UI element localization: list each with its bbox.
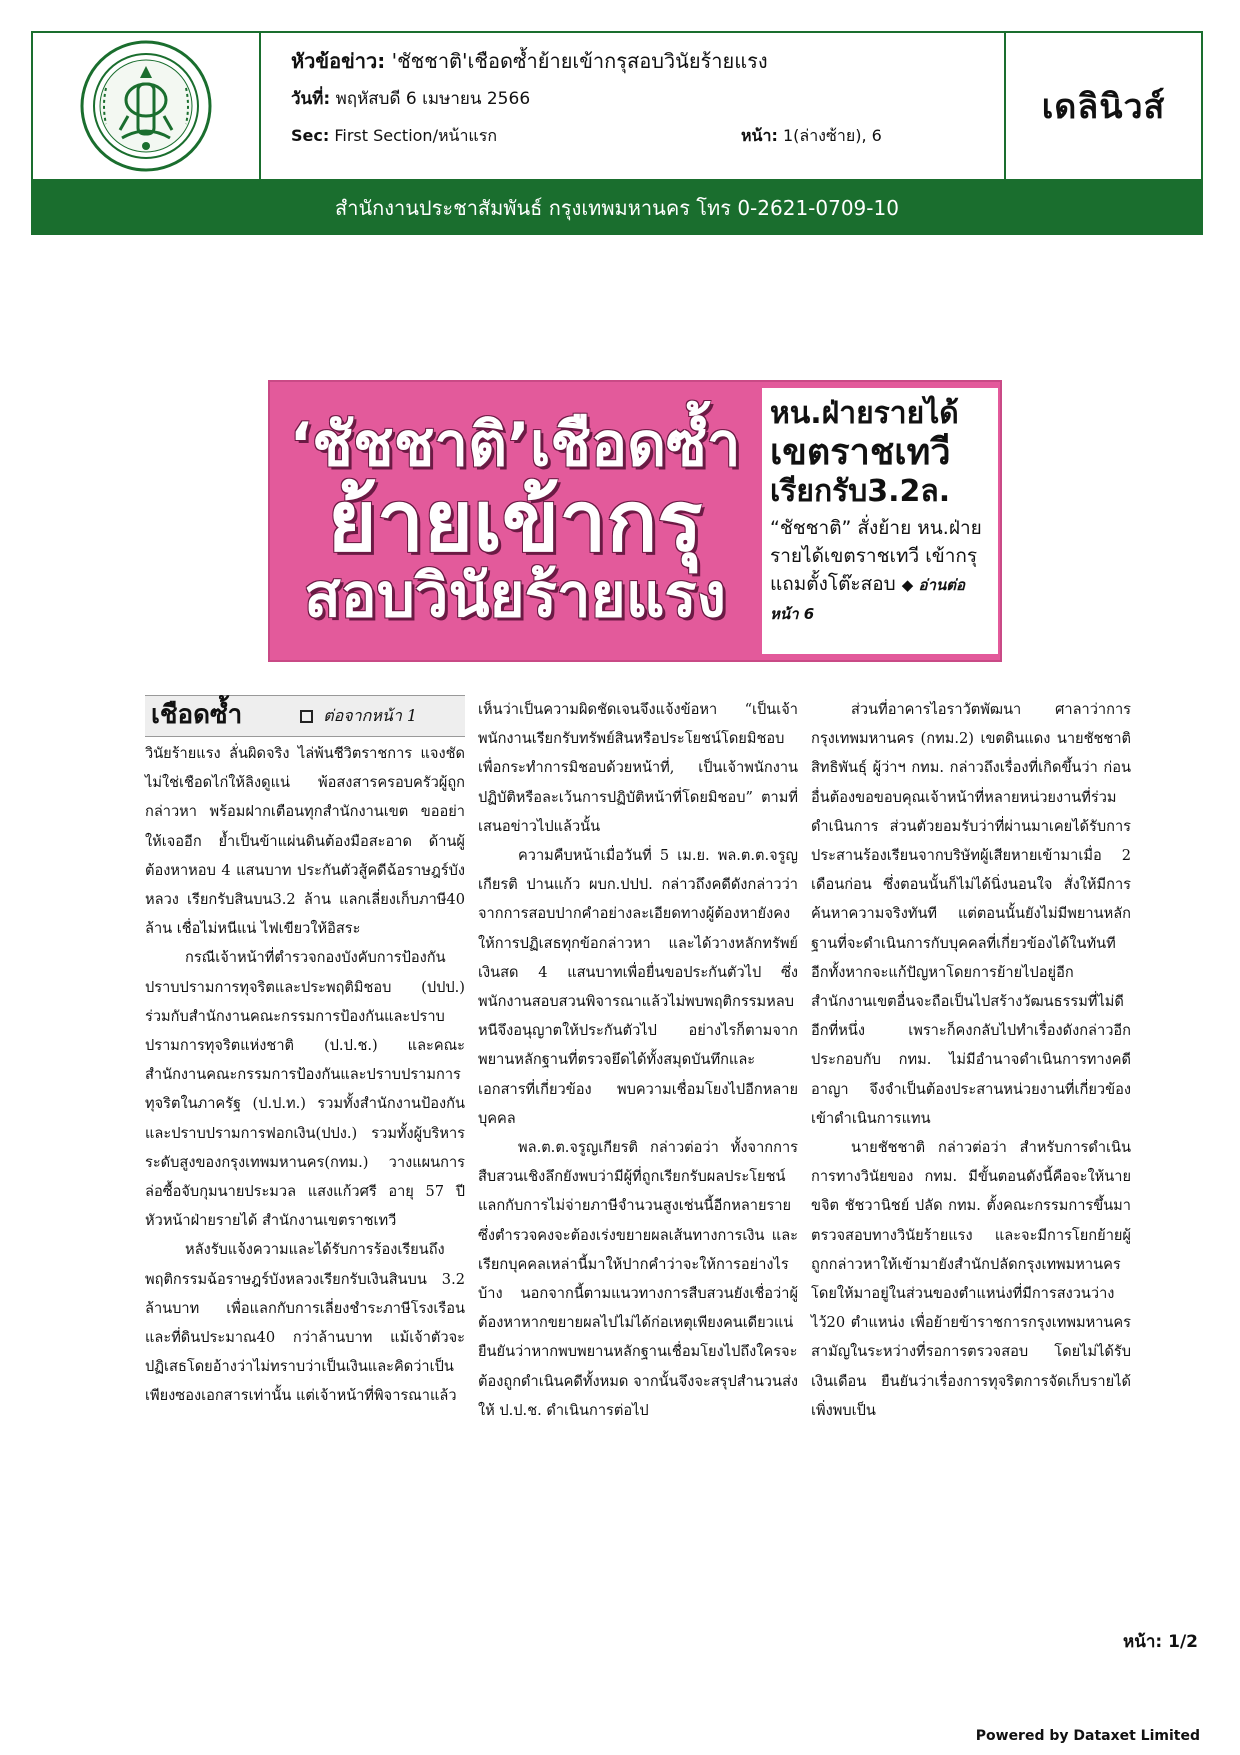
subhead-body-text: “ชัชชาติ” สั่งย้าย หน.ฝ่ายรายได้เขตราชเทวี เข้ากรุ แถมตั้งโต๊ะสอบ xyxy=(770,517,982,595)
section: First Section/หน้าแรก xyxy=(334,126,498,145)
headline-banner xyxy=(268,380,1002,662)
paragraph: พล.ต.ต.จรูญเกียรติ กล่าวต่อว่า ทั้งจากการสืบสวนเชิงลึกยังพบว่ามีผู้ที่ถูกเรียกรับผลประโยชน์แลกกับการไม่จ่ายภาษีจำนวนสูงเช่นนี้อีกหลายราย ซึ่งตำรวจคงจะต้องเร่งขยายผลเส้นทางการเงิน และเรียกบุคคลเหล่านี้มาให้ปากคำว่าจะให้การอย่างไรบ้าง นอกจากนี้ตามแนวทางการสืบสวนยังเชื่อว่าผู้ต้องหาหากขยายผลไปไม่ได้ก่อเหตุเพียงคนเดียวแน่ ยืนยันว่าหากพบพยานหลักฐานเชื่อมโยงไปถึงใครจะต้องถูกดำเนินคดีทั้งหมด จากนั้นจึงจะสรุปสำนวนส่งให้ ป.ป.ช. ดำเนินการต่อไป xyxy=(478,1139,798,1419)
paragraph: กรณีเจ้าหน้าที่ตำรวจกองบังคับการป้องกันปราบปรามการทุจริตและประพฤติมิชอบ (ปปป.) ร่วมกับสำนักงานคณะกรรมการป้องกันและปราบปรามการทุจริตแห่งชาติ (ป.ป.ช.) และคณะสำนักงานคณะกรรมการป้องกันและปราบปรามการทุจริตในภาครัฐ (ป.ป.ท.) รวมทั้งสำนักงานป้องกันและปราบปรามการฟอกเงิน(ปปง.) รวมทั้งผู้บริหารระดับสูงของกรุงเทพมหานคร(กทม.) วางแผนการล่อซื้อจับกุมนายประมวล แสงแก้วศรี อายุ 57 ปี หัวหน้าฝ่ายรายได้ สำนักงานเขตราชเทวี xyxy=(145,949,465,1230)
logo-cell xyxy=(33,33,261,179)
banner-line-1: ‘ชัชชาติ’เชือดซ้ำ xyxy=(289,409,741,480)
brand-cell xyxy=(1006,33,1201,179)
subhead-line-3: เรียกรับ3.2ล. xyxy=(770,474,951,509)
banner-headline xyxy=(270,382,760,660)
clipping-info xyxy=(261,33,1006,179)
square-bullet-icon xyxy=(300,710,313,723)
article-column-1 xyxy=(145,695,465,1411)
section-label: Sec: xyxy=(291,126,330,145)
contact-bar: สำนักงานประชาสัมพันธ์ กรุงเทพมหานคร โทร 0-2621-0709-10 xyxy=(31,181,1203,235)
subhead-body xyxy=(770,514,990,628)
headline-label: หัวข้อข่าว: xyxy=(291,49,386,73)
continuation-header xyxy=(145,695,465,737)
subhead-line-2: เขตราชเทวี xyxy=(770,432,951,473)
paragraph: ความคืบหน้าเมื่อวันที่ 5 เม.ย. พล.ต.ต.จรูญเกียรติ ปานแก้ว ผบก.ปปป. กล่าวถึงคดีดังกล่าวว่า จากการสอบปากคำอย่างละเอียดทางผู้ต้องหายังคงให้การปฏิเสธทุกข้อกล่าวหา และได้วางหลักทรัพย์เงินสด 4 แสนบาทเพื่อยื่นขอประกันตัวไป ซึ่งพนักงานสอบสวนพิจารณาแล้วไม่พบพฤติกรรมหลบหนีจึงอนุญาตให้ประกันตัวไป อย่างไรก็ตามจากพยานหลักฐานที่ตรวจยึดได้ทั้งสมุดบันทึกและเอกสารที่เกี่ยวข้อง พบความเชื่อมโยงไปอีกหลายบุคคล xyxy=(478,847,798,1127)
page-label: หน้า: xyxy=(741,126,778,145)
banner-line-3: สอบวินัยร้ายแรง xyxy=(304,561,726,632)
article-column-3 xyxy=(811,695,1131,1425)
clipping-header xyxy=(31,31,1203,181)
continued-from: ต่อจากหน้า 1 xyxy=(323,706,418,726)
section-row xyxy=(291,125,1004,147)
date-label: วันที่: xyxy=(291,89,331,109)
paragraph: หลังรับแจ้งความและได้รับการร้องเรียนถึงพฤติกรรมฉ้อราษฎร์บังหลวงเรียกรับเงินสินบน 3.2 ล้านบาท เพื่อแลกกับการเลี่ยงชำระภาษีโรงเรือนและที่ดินประมาณ40 กว่าล้านบาท แม้เจ้าตัวจะปฏิเสธโดยอ้างว่าไม่ทราบว่าเป็นเงินและคิดว่าเป็นเพียงซองเอกสารเท่านั้น แต่เจ้าหน้าที่พิจารณาแล้ว xyxy=(145,1241,465,1405)
article-body xyxy=(145,695,1130,1565)
paragraph: นายชัชชาติ กล่าวต่อว่า สำหรับการดำเนินการทางวินัยของ กทม. มีขั้นตอนดังนี้คือจะให้นายขจิต ชัชวานิชย์ ปลัด กทม. ตั้งคณะกรรมการขึ้นมาตรวจสอบทางวินัยร้ายแรง และจะมีการโยกย้ายผู้ถูกกล่าวหาให้เข้ามายังสำนักปลัดกรุงเทพมหานคร โดยให้มาอยู่ในส่วนของตำแหน่งที่มีการสงวนว่างไว้20 ตำแหน่ง เพื่อย้ายข้าราชการกรุงเทพมหานครสามัญในระหว่างที่รอการตรวจสอบ โดยไม่ได้รับเงินเดือน ยืนยันว่าเรื่องการทุจริตการจัดเก็บรายได้เพิ่งพบเป็น xyxy=(811,1139,1131,1419)
banner-line-2: ย้ายเข้ากรุ xyxy=(327,471,703,570)
publish-date: พฤหัสบดี 6 เมษายน 2566 xyxy=(335,89,531,109)
date-row xyxy=(291,87,1004,111)
page-ref xyxy=(741,125,882,147)
banner-subhead xyxy=(762,388,998,654)
page-indicator: หน้า: 1/2 xyxy=(1123,1632,1198,1652)
headline: 'ชัชชาติ'เชือดซ้ำย้ายเข้ากรุสอบวินัยร้ายแรง xyxy=(391,49,768,73)
paragraph: วินัยร้ายแรง ลั่นผิดจริง ไล่พ้นชีวิตราชการ แจงชัดไม่ใช่เชือดไก่ให้ลิงดูแน่ พ้อสงสารครอบครัวผู้ถูกกล่าวหา พร้อมฝากเตือนทุกสำนักงานเขต ขออย่าให้เจออีก ย้ำเป็นข้าแผ่นดินต้องมือสะอาด ด้านผู้ต้องหาหอบ 4 แสนบาท ประกันตัวสู้คดีฉ้อราษฎร์บังหลวง เรียกรับสินบน3.2 ล้าน แลกเลี่ยงเก็บภาษี40 ล้าน เชื่อไม่หนีแน่ ไฟเขียวให้อิสระ xyxy=(145,745,465,938)
article-column-2 xyxy=(478,695,798,1425)
paragraph: เห็นว่าเป็นความผิดชัดเจนจึงแจ้งข้อหา “เป็นเจ้าพนักงานเรียกรับทรัพย์สินหรือประโยชน์โดยมิชอบเพื่อกระทำการมิชอบด้วยหน้าที่, เป็นเจ้าพนักงาน ปฏิบัติหรือละเว้นการปฏิบัติหน้าที่โดยมิชอบ” ตามที่เสนอข่าวไปแล้วนั้น xyxy=(478,701,798,835)
newspaper-brand: เดลินิวส์ xyxy=(1041,87,1166,127)
headline-row xyxy=(291,47,1004,75)
read-more-link: ◆ อ่านต่อหน้า 6 xyxy=(770,576,965,623)
continuation-title: เชือดซ้ำ xyxy=(151,700,243,731)
powered-by: Powered by Dataxet Limited xyxy=(975,1728,1200,1744)
subhead-line-1: หน.ฝ่ายรายได้ xyxy=(770,396,959,431)
bma-seal-icon xyxy=(78,38,214,174)
page-value: 1(ล่างซ้าย), 6 xyxy=(782,126,882,145)
paragraph: ส่วนที่อาคารไอราวัตพัฒนา ศาลาว่าการกรุงเทพมหานคร (กทม.2) เขตดินแดง นายชัชชาติ สิทธิพันธุ์ ผู้ว่าฯ กทม. กล่าวถึงเรื่องที่เกิดขึ้นว่า ก่อนอื่นต้องขอขอบคุณเจ้าหน้าที่หลายหน่วยงานที่ร่วมดำเนินการ ส่วนตัวยอมรับว่าที่ผ่านมาเคยได้รับการประสานร้องเรียนจากบริษัทผู้เสียหายเข้ามาเมื่อ 2 เดือนก่อน ซึ่งตอนนั้นก็ไม่ได้นิ่งนอนใจ สั่งให้มีการค้นหาความจริงทันที แต่ตอนนั้นยังไม่มีพยานหลักฐานที่จะดำเนินการกับบุคคลที่เกี่ยวข้องได้ในทันที อีกทั้งหากจะแก้ปัญหาโดยการย้ายไปอยู่อีกสำนักงานเขตอื่นจะถือเป็นไปสร้างวัฒนธรรมที่ไม่ดีอีกที่หนึ่ง เพราะก็คงกลับไปทำเรื่องดังกล่าวอีก ประกอบกับ กทม. ไม่มีอำนาจดำเนินการทางคดีอาญา จึงจำเป็นต้องประสานหน่วยงานที่เกี่ยวข้องเข้าดำเนินการแทน xyxy=(811,701,1131,1127)
